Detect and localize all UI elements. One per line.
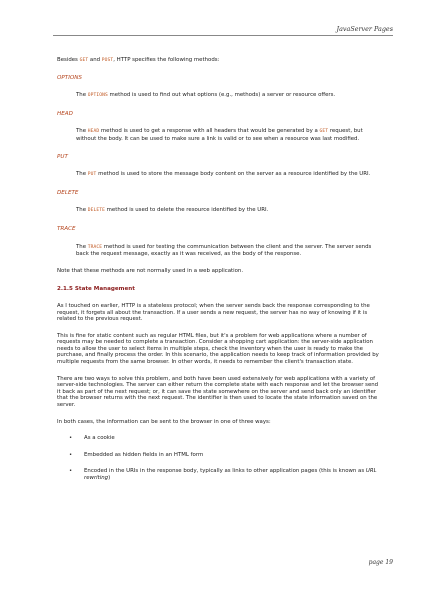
desc-text: method is used for testing the communication between the client and the server. The server sends back the request message, exactly as it was received, as the body of the response.: [76, 243, 372, 258]
list-item-text: ): [108, 475, 111, 481]
keyword-get: GET: [79, 58, 89, 63]
keyword-delete: DELETE: [87, 208, 105, 214]
keyword-trace: TRACE: [87, 244, 103, 250]
term-head: HEAD: [57, 110, 73, 117]
body-paragraph: As I touched on earlier, HTTP is a stateless protocol; when the server sends back the response corresponding to the request, it forgets all about the transaction. If a user sends a new request, the server has no way of knowing if it is related to the previous request.: [57, 302, 370, 323]
desc-trace: [76, 244, 381, 258]
list-item-text: As a cookie: [84, 435, 115, 442]
bullet-list: [57, 435, 381, 481]
bullet-marker: •: [69, 468, 73, 475]
list-item-emphasis: URL rewriting: [84, 468, 377, 481]
body-paragraph: There are two ways to solve this problem, and both have been used extensively for web applications with a variety of server-side technologies. The server can either return the complete state with each response and let the browser send it back as part of the next request; or, it can save the state somewhere on the server and send back only an identifier that the browser returns with the next request. The identifier is then used to locate the state information saved on the server.: [57, 375, 379, 409]
term-delete: DELETE: [57, 189, 79, 196]
body-paragraph: In both cases, the information can be sent to the browser in one of three ways:: [57, 418, 271, 425]
running-header: JavaServer Pages: [336, 25, 393, 33]
desc-text: request, but without the body. It can be used to make sure a link is valid or to see when a resource was last modified.: [76, 128, 363, 142]
desc-text: The: [76, 243, 88, 250]
page-number: page 19: [368, 559, 393, 566]
desc-head: [76, 128, 381, 142]
note-paragraph: Note that these methods are not normally used in a web application.: [57, 267, 244, 274]
section-heading: 2.1.5 State Management: [57, 286, 135, 293]
desc-delete: [76, 207, 381, 215]
keyword-options: OPTIONS: [87, 93, 108, 99]
list-item-text: Embedded as hidden fields in an HTML form: [84, 451, 204, 458]
desc-options: [76, 92, 381, 100]
desc-text: The: [76, 171, 88, 178]
term-put: PUT: [57, 153, 68, 160]
bullet-marker: •: [69, 435, 73, 442]
list-item: [57, 452, 381, 459]
term-options: OPTIONS: [57, 74, 82, 81]
desc-text: method is used to store the message body content on the server as a resource identified by the URI.: [96, 171, 371, 178]
desc-text: method is used to find out what options (e.g., methods) a server or resource offers.: [107, 92, 336, 99]
keyword-put: PUT: [87, 172, 97, 178]
desc-put: [76, 171, 381, 179]
list-item: [57, 435, 381, 442]
keyword-post: POST: [101, 58, 114, 63]
intro-text: Besides: [57, 57, 80, 63]
list-item: [57, 468, 381, 481]
list-item-text: Encoded in the URIs in the response body, typically as links to other application pages (this is known as: [84, 468, 366, 475]
intro-paragraph: [57, 57, 381, 65]
desc-text: method is used to delete the resource identified by the URI.: [104, 207, 269, 214]
keyword-head: HEAD: [87, 129, 100, 135]
term-trace: TRACE: [57, 225, 76, 232]
page-body: [57, 57, 381, 482]
header-rule: [53, 35, 393, 36]
intro-text: and: [88, 57, 102, 63]
desc-text: method is used to get a response with all headers that would be generated by a: [99, 128, 320, 135]
body-paragraph: This is fine for static content such as regular HTML files, but it's a problem for web applications where a number of requests may be needed to complete a transaction. Consider a shopping cart application: the server-side application needs to allow the user to select items in multiple steps, check the inventory when the user is ready to make the purchase, and finally process the order. In this scenario, the application needs to keep track of information provided by multiple requests from the same browser. In other words, it needs to remember the client's transaction state.: [57, 332, 379, 366]
desc-text: The: [76, 92, 88, 99]
keyword-get: GET: [319, 129, 329, 135]
bullet-marker: •: [69, 451, 73, 458]
intro-text: , HTTP specifies the following methods:: [113, 57, 220, 63]
desc-text: The: [76, 207, 88, 214]
desc-text: The: [76, 128, 88, 135]
